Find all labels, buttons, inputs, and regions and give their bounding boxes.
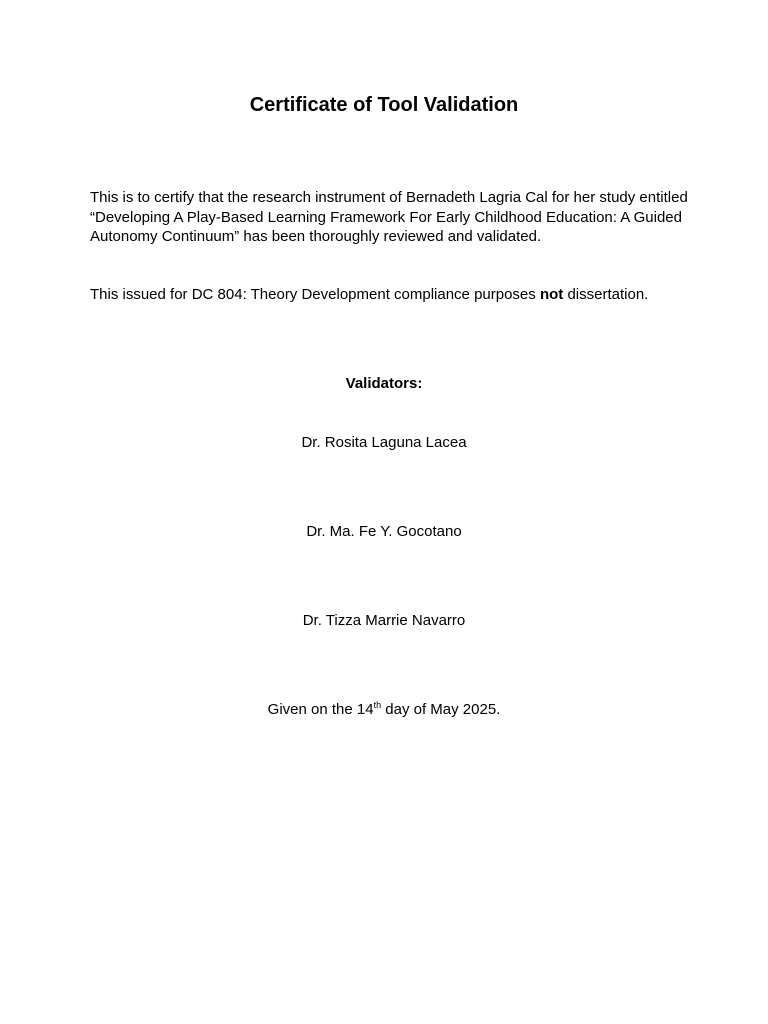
purpose-text-before: This issued for DC 804: Theory Development compliance purposes [90,286,540,303]
certificate-title: Certificate of Tool Validation [249,94,519,116]
given-suffix: day of May 2025. [381,701,501,718]
certification-paragraph: This is to certify that the research instrument of Bernadeth Lagria Cal for her study entitled “Developing A Play-Based Learning Framework For Early Childhood Education: A Guided Autonomy Continuum” has been thoroughly reviewed and validated. [90,189,688,245]
purpose-emphasis: not [539,286,564,303]
validator-name: Dr. Tizza Marrie Navarro [302,612,466,629]
validator-name: Dr. Rosita Laguna Lacea [301,434,467,451]
given-prefix: Given on the 14 [267,701,374,718]
ordinal-suffix: th [373,700,382,710]
purpose-paragraph [90,285,690,305]
purpose-text-after: dissertation. [563,286,649,303]
validators-heading: Validators: [345,375,423,392]
given-date-line [0,700,768,719]
validator-name: Dr. Ma. Fe Y. Gocotano [306,523,462,540]
